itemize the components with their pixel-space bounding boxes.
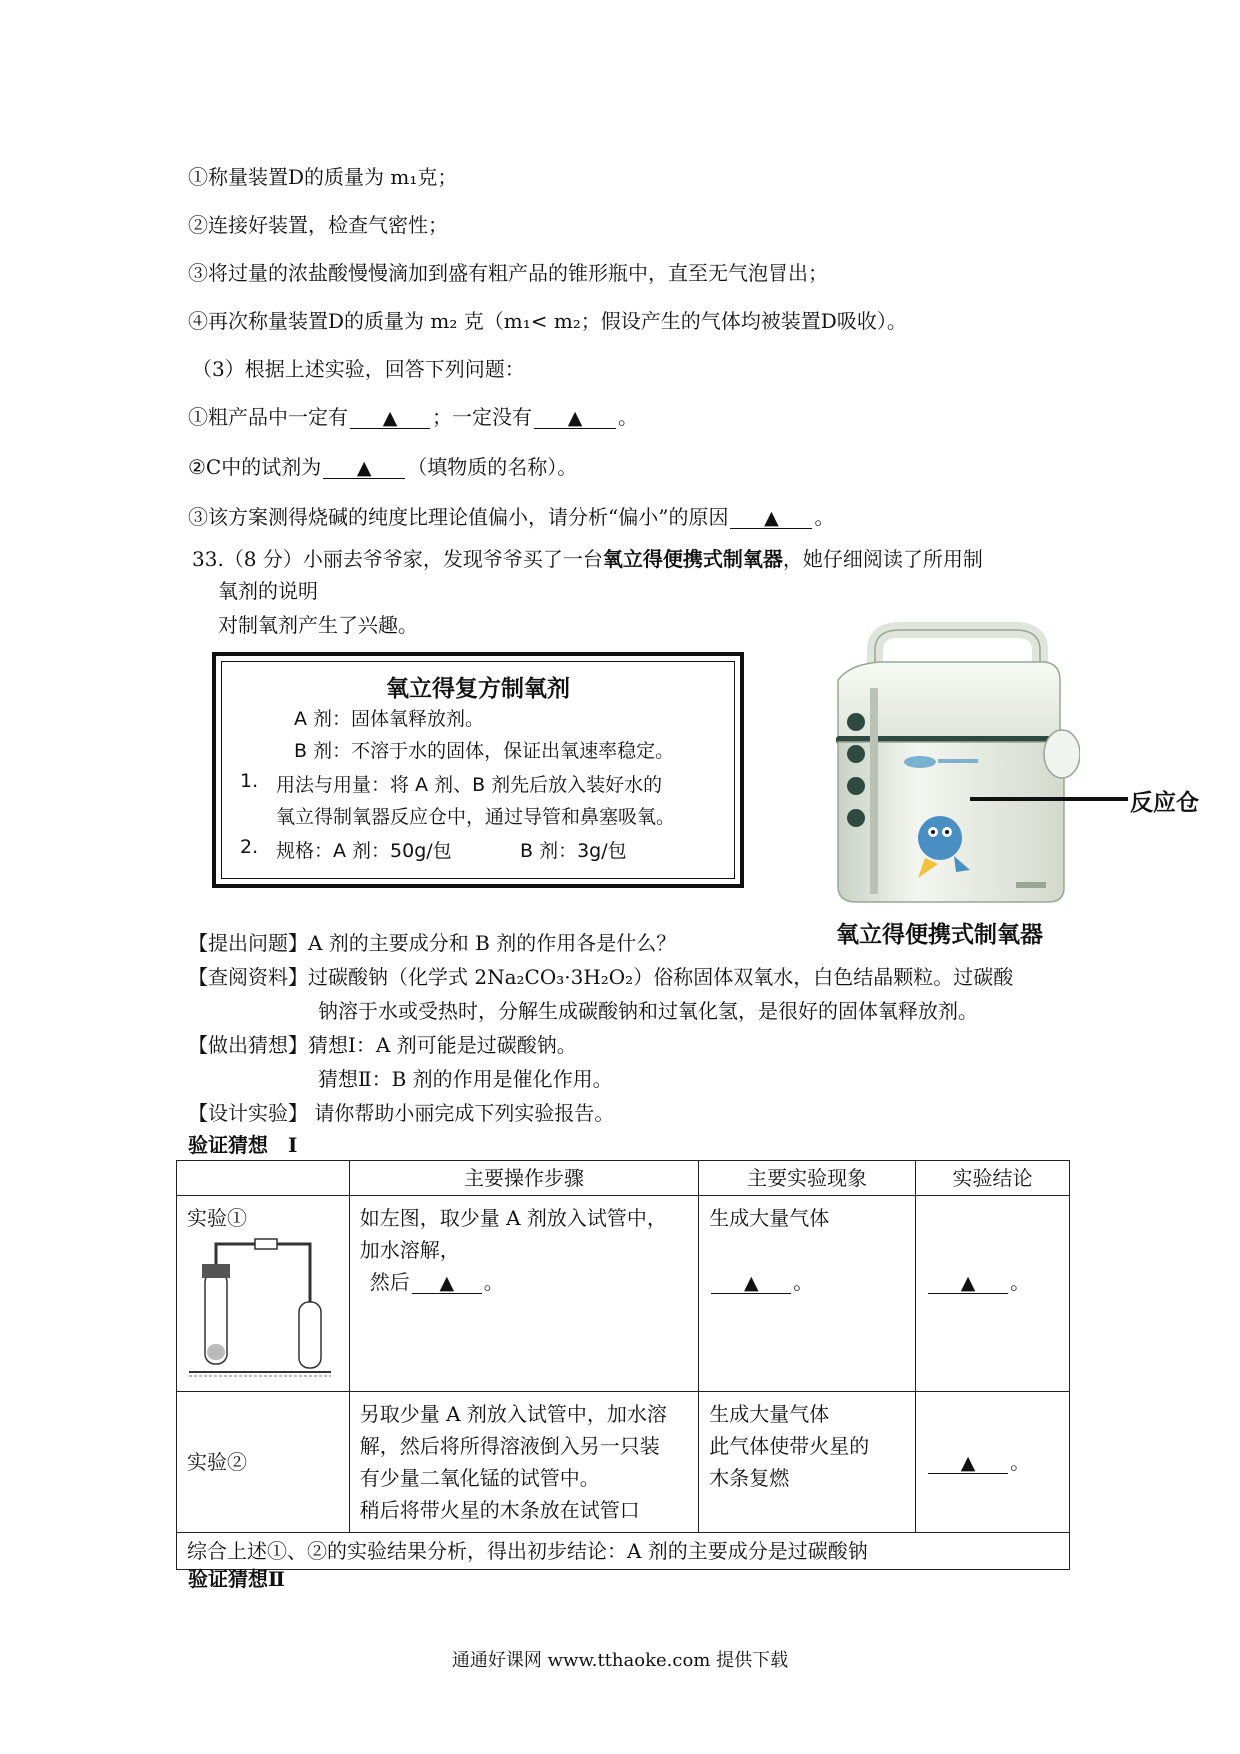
answer-blank[interactable]: ▲ bbox=[711, 1272, 791, 1294]
box-reagent-a: A 剂：固体氧释放剂。 bbox=[294, 708, 485, 730]
footer: 通通好课网 www.tthaoke.com 提供下载 bbox=[451, 1650, 789, 1671]
question-3-intro: （3）根据上述实验，回答下列问题： bbox=[192, 357, 525, 381]
experiment-1-conclusion: ▲ 。 bbox=[916, 1196, 1070, 1392]
table-row bbox=[177, 1533, 1070, 1570]
question-33-cont-1: 氧剂的说明 bbox=[218, 579, 318, 603]
table-header-steps: 主要操作步骤 bbox=[349, 1161, 699, 1196]
answer-blank[interactable]: ▲ bbox=[323, 457, 405, 479]
question-3-2: ②C中的试剂为 ▲ （填物质的名称）。 bbox=[188, 455, 578, 479]
box-spec-b: B 剂：3g/包 bbox=[520, 840, 627, 862]
table-header-empty bbox=[177, 1161, 350, 1196]
experiment-2-label: 实验② bbox=[177, 1392, 350, 1533]
summary-row: 综合上述①、②的实验结果分析，得出初步结论：A 剂的主要成分是过碳酸钠 bbox=[177, 1533, 1070, 1570]
box-number-2: 2. bbox=[240, 836, 259, 858]
box-usage-2: 氧立得制氧器反应仓中，通过导管和鼻塞吸氧。 bbox=[276, 806, 676, 828]
question-33: 33.（8 分）小丽去爷爷家，发现爷爷买了一台氧立得便携式制氧器，她仔细阅读了所用制 bbox=[192, 547, 983, 571]
question-33-cont-2: 对制氧剂产生了兴趣。 bbox=[218, 613, 418, 637]
table-row bbox=[177, 1196, 1070, 1392]
answer-blank[interactable]: ▲ bbox=[350, 407, 430, 429]
step-2: ②连接好装置，检查气密性； bbox=[188, 213, 448, 237]
table-header-row bbox=[177, 1161, 1070, 1196]
experiment-1-steps: 如左图，取少量 A 剂放入试管中， 加水溶解， 然后 ▲ 。 bbox=[349, 1196, 699, 1392]
reagent-info-box bbox=[212, 652, 744, 888]
design-experiment: 【设计实验】 请你帮助小丽完成下列实验报告。 bbox=[188, 1101, 615, 1125]
step-4: ④再次称量装置D的质量为 m₂ 克（m₁< m₂；假设产生的气体均被装置D吸收）。 bbox=[188, 309, 907, 333]
table-header-conclusion: 实验结论 bbox=[916, 1161, 1070, 1196]
table-row bbox=[177, 1392, 1070, 1533]
box-title: 氧立得复方制氧剂 bbox=[386, 675, 570, 702]
box-spec-a: 规格：A 剂：50g/包 bbox=[276, 840, 452, 862]
oxygen-generator-image bbox=[820, 620, 1080, 910]
step-1: ①称量装置D的质量为 m₁克； bbox=[188, 165, 458, 189]
table-header-phenomena: 主要实验现象 bbox=[699, 1161, 916, 1196]
answer-blank[interactable]: ▲ bbox=[928, 1452, 1008, 1474]
experiment-2-steps: 另取少量 A 剂放入试管中，加水溶 解，然后将所得溶液倒入另一只装 有少量二氧化锰的试管中。 稍后将带火星的木条放在试管口 bbox=[349, 1392, 699, 1533]
question-3-1: ①粗产品中一定有 ▲ ；一定没有 ▲ 。 bbox=[188, 405, 638, 429]
hypothesis-2: 猜想Ⅱ：B 剂的作用是催化作用。 bbox=[318, 1067, 613, 1091]
ask-question: 【提出问题】A 剂的主要成分和 B 剂的作用各是什么？ bbox=[188, 931, 677, 955]
answer-blank[interactable]: ▲ bbox=[928, 1272, 1008, 1294]
experiment-1-phenomena: 生成大量气体 ▲ 。 bbox=[699, 1196, 916, 1392]
answer-blank[interactable]: ▲ bbox=[730, 507, 812, 529]
experiment-1-cell: 实验① bbox=[177, 1196, 350, 1392]
box-reagent-b: B 剂：不溶于水的固体，保证出氧速率稳定。 bbox=[294, 740, 675, 762]
box-usage-1: 用法与用量：将 A 剂、B 剂先后放入装好水的 bbox=[276, 774, 663, 796]
experiment-table bbox=[176, 1160, 1070, 1570]
hypothesis-1: 【做出猜想】猜想Ⅰ：A 剂可能是过碳酸钠。 bbox=[188, 1033, 577, 1057]
pointer-line bbox=[970, 797, 1128, 801]
question-3-3: ③该方案测得烧碱的纯度比理论值偏小，请分析“偏小”的原因 ▲ 。 bbox=[188, 505, 835, 529]
step-3: ③将过量的浓盐酸慢慢滴加到盛有粗产品的锥形瓶中，直至无气泡冒出； bbox=[188, 261, 828, 285]
answer-blank[interactable]: ▲ bbox=[412, 1272, 482, 1294]
device-caption: 氧立得便携式制氧器 bbox=[836, 922, 1043, 948]
research-info: 【查阅资料】过碳酸钠（化学式 2Na₂CO₃·3H₂O₂）俗称固体双氧水，白色结晶颗粒。过碳酸 bbox=[188, 965, 1014, 989]
box-number-1: 1. bbox=[240, 770, 259, 792]
reaction-chamber-label: 反应仓 bbox=[1130, 790, 1199, 816]
answer-blank[interactable]: ▲ bbox=[534, 407, 616, 429]
test-tube-apparatus-icon bbox=[185, 1232, 335, 1382]
verify-hypothesis-1: 验证猜想 Ⅰ bbox=[188, 1133, 298, 1157]
experiment-2-conclusion: ▲ 。 bbox=[916, 1392, 1070, 1533]
verify-hypothesis-2: 验证猜想Ⅱ bbox=[188, 1567, 285, 1591]
research-info-cont: 钠溶于水或受热时，分解生成碳酸钠和过氧化氢，是很好的固体氧释放剂。 bbox=[318, 999, 978, 1023]
experiment-2-phenomena: 生成大量气体 此气体使带火星的 木条复燃 bbox=[699, 1392, 916, 1533]
